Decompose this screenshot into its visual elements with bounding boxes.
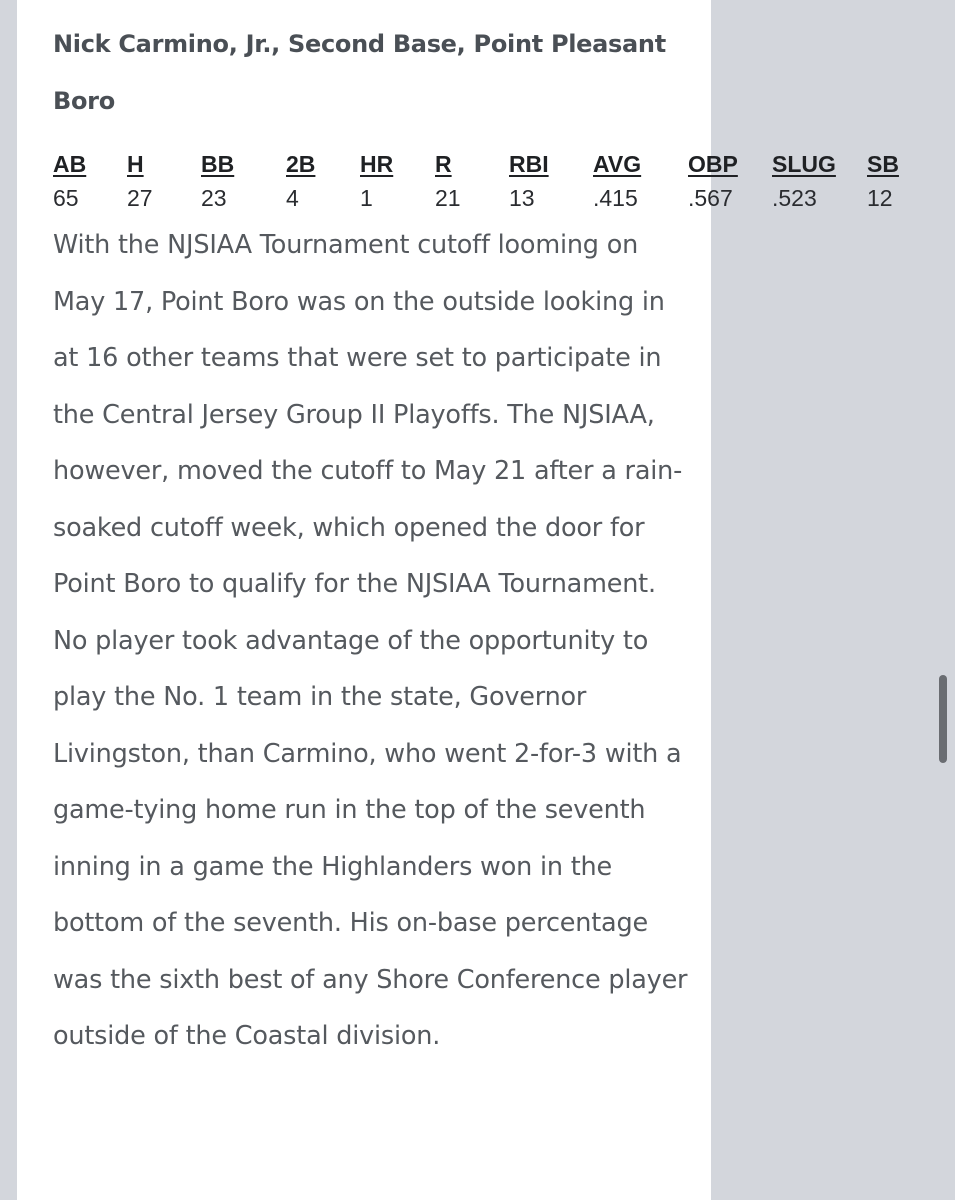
stat-header: H — [127, 151, 144, 177]
stat-header: R — [435, 151, 452, 177]
stat-col-rbi — [509, 147, 549, 215]
stat-value: 27 — [127, 185, 153, 211]
stat-header: OBP — [688, 151, 738, 177]
stat-header: SLUG — [772, 151, 836, 177]
stat-value: .523 — [772, 185, 817, 211]
stat-value: 65 — [53, 185, 79, 211]
stat-value: 12 — [867, 185, 893, 211]
stat-col-r — [435, 147, 461, 215]
stat-col-obp — [688, 147, 738, 215]
stat-col-sb — [867, 147, 899, 215]
scrollbar-thumb[interactable] — [939, 675, 947, 763]
stat-value: .415 — [593, 185, 638, 211]
stat-col-2b — [286, 147, 315, 215]
stat-header: BB — [201, 151, 235, 177]
stat-header: RBI — [509, 151, 549, 177]
stat-header: SB — [867, 151, 899, 177]
stat-header: AB — [53, 151, 87, 177]
stat-col-hr — [360, 147, 393, 215]
stat-col-avg — [593, 147, 641, 215]
stat-value: .567 — [688, 185, 733, 211]
stat-header: AVG — [593, 151, 642, 177]
player-title: Nick Carmino, Jr., Second Base, Point Pleasant Boro — [53, 30, 666, 115]
stat-header: 2B — [286, 151, 316, 177]
stat-col-h — [127, 147, 153, 215]
stat-value: 13 — [509, 185, 535, 211]
stat-value: 21 — [435, 185, 461, 211]
stat-value: 23 — [201, 185, 227, 211]
stat-header: HR — [360, 151, 394, 177]
stat-value: 1 — [360, 185, 373, 211]
stat-col-ab — [53, 147, 86, 215]
stat-col-bb — [201, 147, 234, 215]
stat-value: 4 — [286, 185, 299, 211]
stat-col-slug — [772, 147, 836, 215]
article-paragraph: With the NJSIAA Tournament cutoff looming on May 17, Point Boro was on the outside looking in at 16 other teams that were set to participate in the Central Jersey Group II Playoffs. The NJSIAA, however, moved the cutoff to May 21 after a rain-soaked cutoff week, which opened the door for Point Boro to qualify for the NJSIAA Tournament. No player took advantage of the opportunity to play the No. 1 team in the state, Governor Livingston, than Carmino, who went 2-for-3 with a game-tying home run in the top of the seventh inning in a game the Highlanders won in the bottom of the seventh. His on-base percentage was the sixth best of any Shore Conference player outside of the Coastal division. — [53, 230, 688, 1051]
